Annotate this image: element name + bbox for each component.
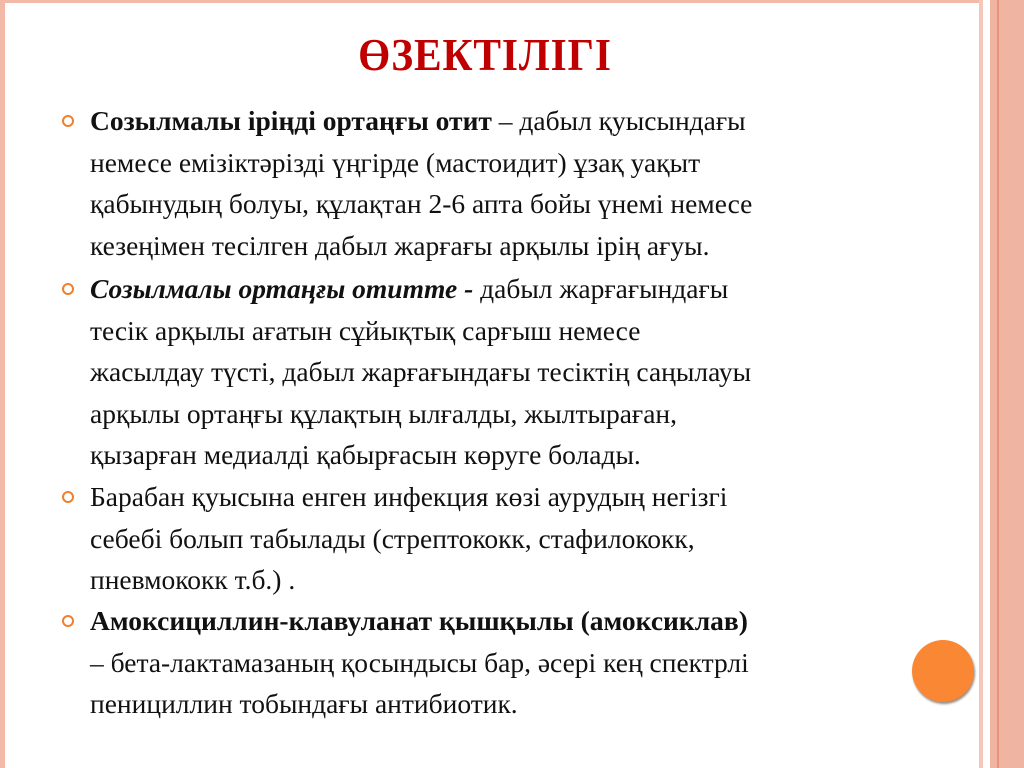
bullet-paragraph <box>90 600 749 725</box>
line-text: немесе емізіктәрізді үңгірде (мастоидит) ұзақ уақыт <box>90 146 701 178</box>
slide-title: ӨЗЕКТІЛІГІ <box>358 29 612 80</box>
slide-frame-top <box>0 0 979 3</box>
text-line <box>90 393 751 435</box>
bullet-paragraph <box>90 268 751 476</box>
line-text: – бета-лактамазаның қосындысы бар, әсері кең спектрлі <box>90 646 749 678</box>
line-text: дабыл жарғағындағы <box>473 273 729 304</box>
line-text: – дабыл қуысындағы <box>491 105 746 136</box>
line-text: Барабан қуысына енген инфекция көзі аурудың негізгі <box>90 481 728 512</box>
text-line <box>90 600 749 642</box>
line-text: пенициллин тобындағы антибиотик. <box>90 688 518 719</box>
bold-term: Амоксициллин-клавуланат қышқылы (амоксиклав) <box>90 605 748 636</box>
bullet-icon <box>62 491 74 503</box>
text-line <box>90 559 727 601</box>
text-line <box>90 183 752 225</box>
bold-term: Созылмалы іріңді ортаңғы отит <box>90 105 492 136</box>
text-line <box>90 518 727 560</box>
text-line <box>90 434 751 476</box>
line-text: арқылы ортаңғы құлақтың ылғалды, жылтыраған, <box>90 397 677 429</box>
bold-term: Созылмалы ортаңғы отитте - <box>90 273 474 304</box>
bullet-icon <box>62 283 74 295</box>
line-text: себебі болып табылады (стрептококк, стафилококк, <box>90 522 695 554</box>
bullet-icon <box>62 115 74 127</box>
bullet-icon <box>62 615 74 627</box>
text-line <box>90 100 752 142</box>
text-line <box>90 225 752 267</box>
decor-stripe <box>997 0 999 768</box>
line-text: кезеңімен тесілген дабыл жарғағы арқылы ірің ағуы. <box>90 229 710 261</box>
text-line <box>90 476 727 518</box>
line-text: қабынудың болуы, құлақтан 2-6 апта бойы үнемі немесе <box>90 188 753 219</box>
line-text: тесік арқылы ағатын сұйықтық сарғыш немесе <box>90 314 641 346</box>
line-text: қызарған медиалді қабырғасын көруге болады. <box>90 439 641 470</box>
text-line <box>90 142 752 184</box>
bullet-paragraph <box>90 100 752 266</box>
text-line <box>90 310 751 352</box>
decor-stripe <box>979 0 983 768</box>
text-line <box>90 683 749 725</box>
slide-frame-left <box>0 0 5 768</box>
text-line <box>90 351 751 393</box>
line-text: пневмококк т.б.) . <box>90 564 296 595</box>
line-text: жасылдау түсті, дабыл жарғағындағы тесіктің саңылауы <box>90 356 752 387</box>
text-line <box>90 642 749 684</box>
decor-stripe <box>990 0 1024 768</box>
decor-circle <box>912 640 974 702</box>
bullet-paragraph <box>90 476 727 601</box>
text-line <box>90 268 751 310</box>
